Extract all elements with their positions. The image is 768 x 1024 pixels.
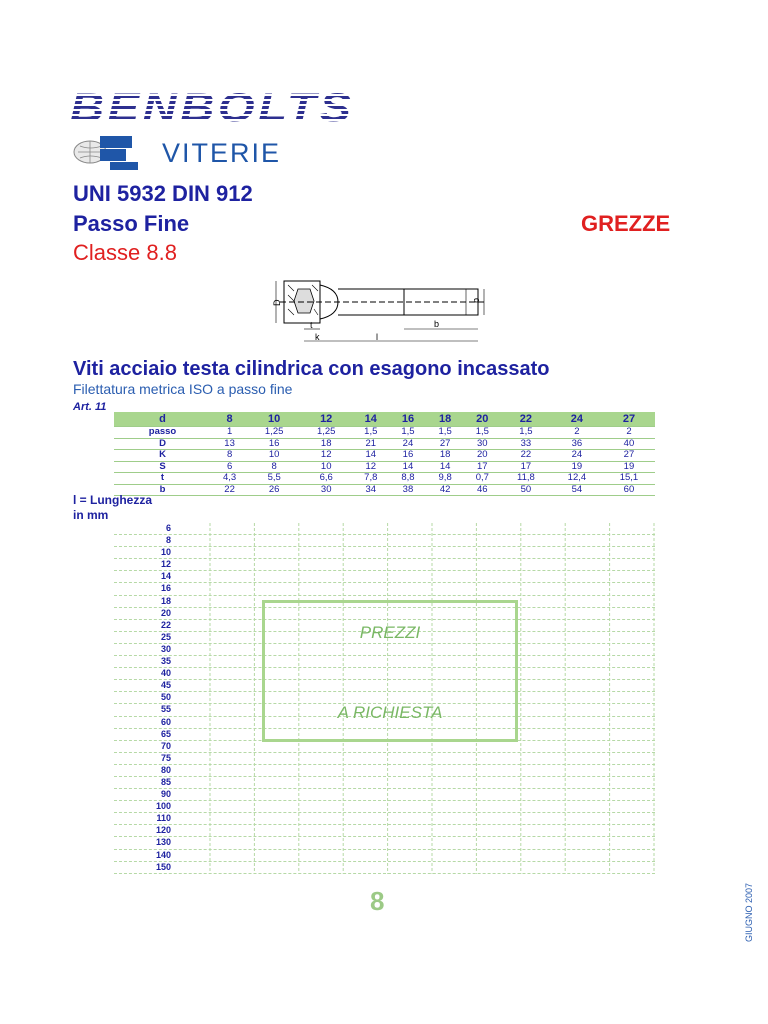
spec-cell: 12: [300, 450, 352, 462]
dim-label-D: D: [272, 299, 282, 306]
spec-row-label: S: [114, 461, 211, 473]
length-value: 10: [160, 547, 171, 558]
length-value: 90: [160, 789, 171, 800]
spec-header-cell: 16: [389, 412, 426, 427]
length-value: 6: [165, 523, 171, 533]
dim-label-l: l: [376, 332, 378, 342]
spec-cell: 40: [603, 438, 655, 450]
spec-row: [114, 484, 655, 496]
screw-technical-drawing: [274, 279, 494, 349]
logo-brand-text: BENBOLTS: [70, 86, 355, 130]
spec-cell: 24: [389, 438, 426, 450]
spec-cell: 1,25: [248, 427, 300, 439]
spec-cell: 22: [501, 450, 551, 462]
issue-date: GIUGNO 2007: [744, 882, 754, 942]
length-label-line2: in mm: [73, 508, 109, 522]
prices-line2: A RICHIESTA: [337, 703, 443, 722]
spec-cell: 60: [603, 484, 655, 496]
spec-cell: 50: [501, 484, 551, 496]
spec-row: [114, 438, 655, 450]
spec-cell: 9,8: [427, 473, 464, 485]
article-number: Art. 11: [73, 401, 107, 413]
spec-cell: 46: [464, 484, 501, 496]
length-value: 60: [160, 716, 171, 727]
length-row: [114, 813, 655, 825]
spec-cell: 10: [248, 450, 300, 462]
spec-header-row: [114, 412, 655, 427]
length-row: [114, 862, 655, 874]
length-value: 14: [160, 571, 171, 582]
length-row: [114, 571, 655, 583]
spec-table: [114, 412, 655, 496]
spec-cell: 27: [427, 438, 464, 450]
prices-line1: PREZZI: [359, 623, 421, 642]
length-value: 50: [160, 692, 171, 703]
spec-cell: 1,5: [352, 427, 389, 439]
spec-cell: 10: [300, 461, 352, 473]
length-row: [114, 583, 655, 595]
product-title: Viti acciaio testa cilindrica con esagono incassato: [73, 358, 550, 380]
pitch-title: Passo Fine: [73, 211, 190, 236]
dim-label-k: k: [315, 332, 320, 342]
spec-cell: 54: [551, 484, 603, 496]
spec-cell: 18: [300, 438, 352, 450]
spec-cell: 1: [211, 427, 248, 439]
spec-header-cell: 8: [211, 412, 248, 427]
spec-cell: 8,8: [389, 473, 426, 485]
length-row: [114, 547, 655, 559]
spec-cell: 13: [211, 438, 248, 450]
spec-header-cell: 20: [464, 412, 501, 427]
length-value: 80: [160, 764, 171, 775]
spec-cell: 17: [464, 461, 501, 473]
spec-cell: 24: [551, 450, 603, 462]
length-row: [114, 801, 655, 813]
spec-row: [114, 427, 655, 439]
spec-cell: 34: [352, 484, 389, 496]
spec-cell: 18: [427, 450, 464, 462]
benbolts-logo: [70, 86, 355, 170]
spec-header-cell: 27: [603, 412, 655, 427]
spec-cell: 1,5: [501, 427, 551, 439]
dim-label-d: d: [472, 298, 482, 304]
length-row: [114, 753, 655, 765]
spec-cell: 20: [464, 450, 501, 462]
spec-cell: 12: [352, 461, 389, 473]
class-label: Classe 8.8: [73, 240, 177, 265]
spec-cell: 19: [551, 461, 603, 473]
length-value: 130: [155, 837, 171, 848]
spec-cell: 1,5: [464, 427, 501, 439]
spec-row-label: D: [114, 438, 211, 450]
spec-cell: 1,5: [427, 427, 464, 439]
length-value: 35: [160, 656, 171, 667]
spec-header-cell: 12: [300, 412, 352, 427]
length-value: 45: [160, 680, 171, 691]
spec-cell: 17: [501, 461, 551, 473]
spec-row: [114, 450, 655, 462]
spec-cell: 36: [551, 438, 603, 450]
length-value: 25: [160, 631, 171, 642]
length-row: [114, 850, 655, 862]
length-value: 22: [160, 619, 171, 630]
spec-row: [114, 473, 655, 485]
length-value: 140: [155, 849, 171, 860]
spec-cell: 14: [352, 450, 389, 462]
spec-cell: 1,25: [300, 427, 352, 439]
spec-cell: 11,8: [501, 473, 551, 485]
length-row: [114, 777, 655, 789]
spec-cell: 5,5: [248, 473, 300, 485]
spec-cell: 14: [389, 461, 426, 473]
finish-label: GREZZE: [581, 211, 671, 236]
spec-cell: 22: [211, 484, 248, 496]
length-value: 120: [155, 825, 171, 836]
spec-header-cell: 18: [427, 412, 464, 427]
length-value: 110: [156, 813, 171, 824]
spec-cell: 7,8: [352, 473, 389, 485]
dim-label-t: t: [310, 320, 313, 330]
spec-cell: 1,5: [389, 427, 426, 439]
spec-cell: 16: [248, 438, 300, 450]
length-value: 30: [160, 643, 171, 654]
spec-cell: 16: [389, 450, 426, 462]
spec-cell: 8: [248, 461, 300, 473]
spec-cell: 19: [603, 461, 655, 473]
spec-cell: 4,3: [211, 473, 248, 485]
standard-title: UNI 5932 DIN 912: [73, 181, 253, 206]
length-value: 65: [160, 728, 171, 739]
spec-cell: 26: [248, 484, 300, 496]
spec-cell: 6: [211, 461, 248, 473]
globe-bolt-icon: [70, 132, 160, 172]
page-number: 8: [370, 886, 385, 916]
spec-cell: 38: [389, 484, 426, 496]
spec-cell: 6,6: [300, 473, 352, 485]
length-value: 40: [160, 668, 171, 679]
spec-row-label: t: [114, 473, 211, 485]
spec-cell: 8: [211, 450, 248, 462]
spec-row-label: K: [114, 450, 211, 462]
product-subtitle: Filettatura metrica ISO a passo fine: [73, 381, 293, 397]
length-value: 70: [160, 740, 171, 751]
spec-cell: 2: [603, 427, 655, 439]
length-row: [114, 825, 655, 837]
length-value: 55: [160, 704, 171, 715]
spec-cell: 15,1: [603, 473, 655, 485]
length-value: 150: [155, 861, 171, 872]
spec-header-cell: 14: [352, 412, 389, 427]
spec-row: [114, 461, 655, 473]
length-value: 20: [160, 607, 171, 618]
length-row: [114, 837, 655, 849]
length-label-line1: l = Lunghezza: [73, 493, 153, 507]
dim-label-b: b: [434, 319, 440, 329]
spec-cell: 14: [427, 461, 464, 473]
length-row: [114, 789, 655, 801]
spec-row-label: b: [114, 484, 211, 496]
spec-header-cell: 10: [248, 412, 300, 427]
length-row: [114, 535, 655, 547]
spec-row-label: passo: [114, 427, 211, 439]
length-value: 100: [155, 801, 171, 812]
spec-cell: 27: [603, 450, 655, 462]
spec-header-cell: d: [114, 412, 211, 427]
length-row: [114, 523, 655, 535]
spec-cell: 30: [300, 484, 352, 496]
length-row: [114, 765, 655, 777]
length-value: 18: [160, 595, 171, 606]
length-value: 85: [160, 776, 171, 787]
prices-on-request-box: [262, 600, 518, 742]
length-value: 16: [160, 583, 171, 594]
length-value: 8: [165, 535, 171, 546]
spec-cell: 33: [501, 438, 551, 450]
spec-header-cell: 22: [501, 412, 551, 427]
length-label: [73, 493, 152, 523]
spec-cell: 2: [551, 427, 603, 439]
length-value: 75: [160, 752, 171, 763]
length-value: 12: [160, 559, 171, 570]
spec-header-cell: 24: [551, 412, 603, 427]
spec-cell: 42: [427, 484, 464, 496]
spec-cell: 12,4: [551, 473, 603, 485]
spec-cell: 0,7: [464, 473, 501, 485]
spec-cell: 21: [352, 438, 389, 450]
spec-cell: 30: [464, 438, 501, 450]
length-row: [114, 741, 655, 753]
logo-subtitle: VITERIE: [162, 138, 282, 168]
length-row: [114, 559, 655, 571]
